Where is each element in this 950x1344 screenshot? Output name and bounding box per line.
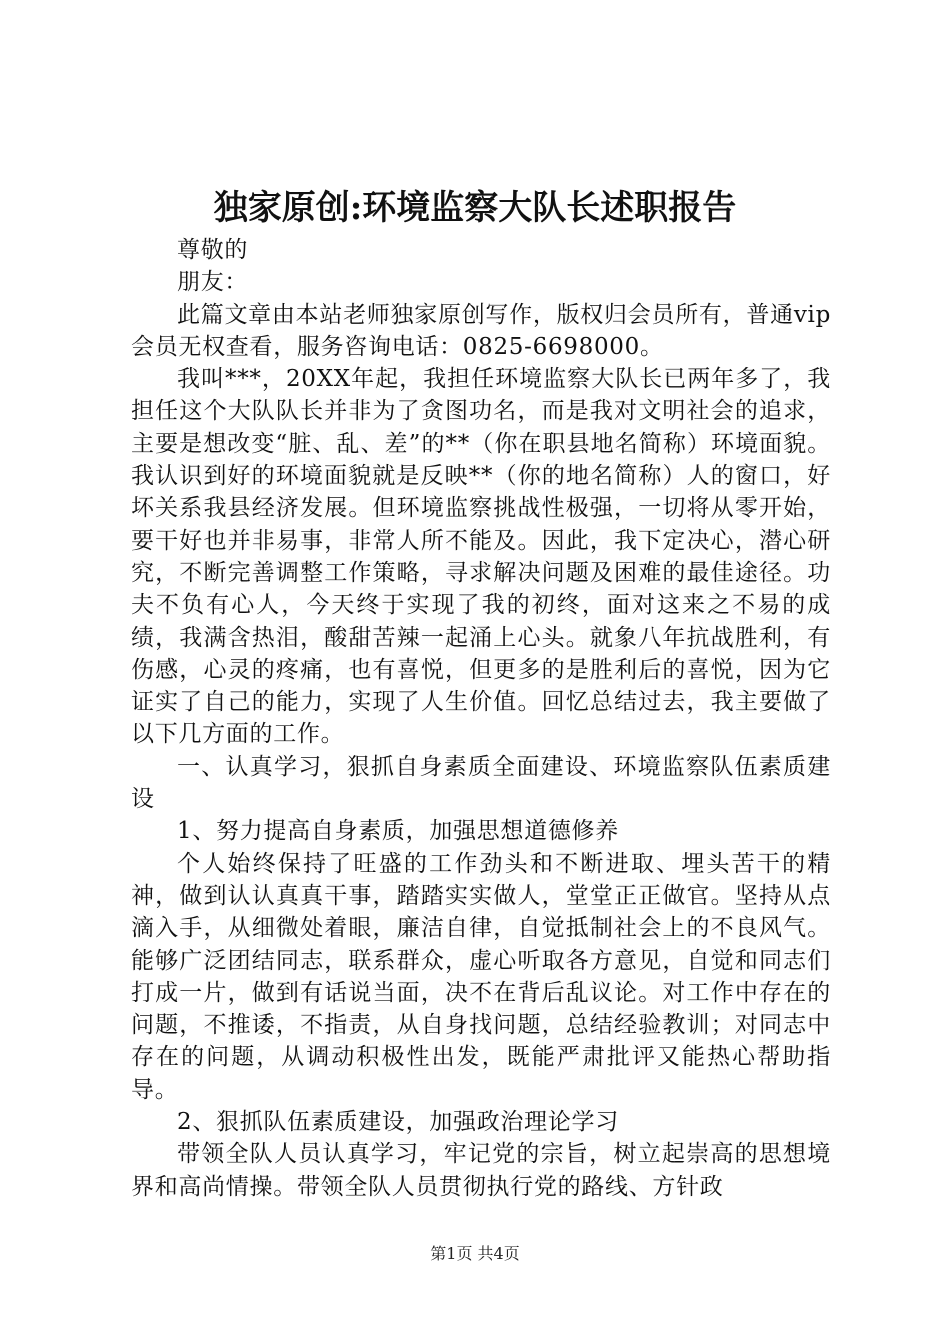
document-title: 独家原创:环境监察大队长述职报告 <box>213 188 737 228</box>
page-footer: 第1页 共4页 <box>430 1244 520 1263</box>
salutation-line-1: 尊敬的 <box>177 237 249 263</box>
section-heading-1: 一、认真学习，狠抓自身素质全面建设、环境监察队伍素质建设 <box>131 753 831 813</box>
subsection-heading-1: 1、努力提高自身素质，加强思想道德修养 <box>177 818 619 845</box>
paragraph-notice: 此篇文章由本站老师独家原创写作，版权归会员所有，普通vip会员无权查看，服务咨询电话：0825-6698000。 <box>131 301 831 360</box>
document-body <box>131 234 831 1203</box>
paragraph-team-study: 带领全队人员认真学习，牢记党的宗旨，树立起崇高的思想境界和高尚情操。带领全队人员贯彻执行党的路线、方针政 <box>131 1141 831 1200</box>
subsection-heading-2: 2、狠抓队伍素质建设，加强政治理论学习 <box>177 1109 619 1136</box>
salutation-line-2: 朋友： <box>177 269 249 296</box>
paragraph-intro: 我叫***，20XX年起，我担任环境监察大队长已两年多了，我担任这个大队队长并非为了贪图功名，而是我对文明社会的追求，主要是想改变“脏、乱、差”的**（你在职县地名简称）环境面貌。我认识到好的环境面貌就是反映**（你的地名简称）人的窗口，好坏关系我县经济发展。但环境监察挑战性极强，一切将从零开始，要干好也并非易事，非常人所不能及。因此，我下定决心，潜心研究，不断完善调整工作策略，寻求解决问题及困难的最佳途径。功夫不负有心人，今天终于实现了我的初终，面对这来之不易的成绩，我满含热泪，酸甜苦辣一起涌上心头。就象八年抗战胜利，有伤感，心灵的疼痛，也有喜悦，但更多的是胜利后的喜悦，因为它证实了自己的能力，实现了人生价值。回忆总结过去，我主要做了以下几方面的工作。 <box>131 366 831 748</box>
paragraph-self-quality: 个人始终保持了旺盛的工作劲头和不断进取、埋头苦干的精神，做到认认真真干事，踏踏实实做人，堂堂正正做官。坚持从点滴入手，从细微处着眼，廉洁自律，自觉抵制社会上的不良风气。能够广泛团结同志，联系群众，虚心听取各方意见，自觉和同志们打成一片，做到有话说当面，决不在背后乱议论。对工作中存在的问题，不推诿，不指责，从自身找问题，总结经验教训；对同志中存在的问题，从调动积极性出发，既能严肃批评又能热心帮助指导。 <box>131 850 831 1103</box>
